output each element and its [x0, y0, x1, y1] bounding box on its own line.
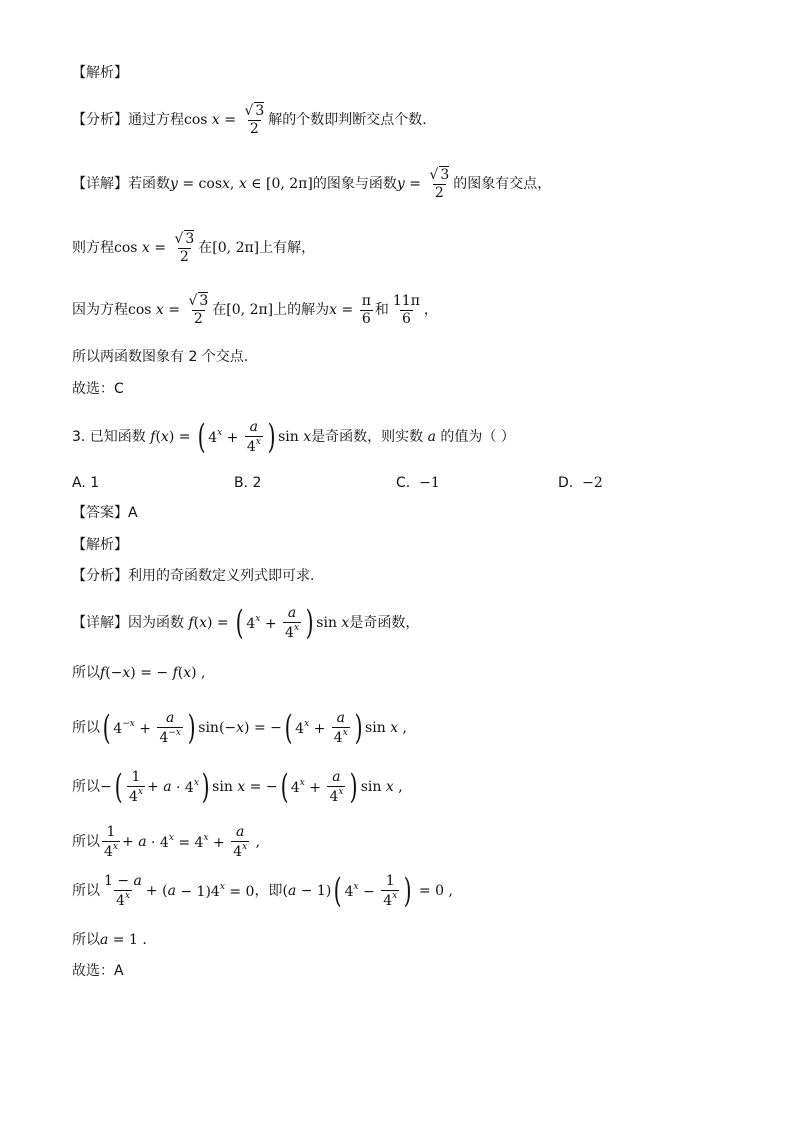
step-line-4: 所以 $\frac{1}{4^x}$ + a · $4^x = 4^x$ + $\frac{a}{4^x}$ , [72, 824, 261, 860]
equation-line-2: 因为方程 cos x = $\frac{√ 3}{2}$ 在 [0, 2π] 上的解为 x = $\frac{\pi}{6}$ 和 $\frac{11\pi}{6}$ ， [72, 293, 438, 327]
analysis-line-2: 【分析】利用的奇函数定义列式即可求. [72, 568, 315, 584]
option-b[interactable]: B. 2 [234, 475, 262, 491]
option-c[interactable]: C. −1 [396, 475, 440, 491]
analysis-heading-2: 【解析】 [72, 537, 128, 553]
option-d[interactable]: D. −2 [558, 475, 603, 491]
choice-line-1: 故选：C [72, 381, 124, 397]
detail-line-1: 【详解】若函数 y = cos x , x ∈ [0, 2π] 的图象与函数 y = $\frac{√ 3}{2}$ 的图象有交点， [72, 167, 552, 201]
question-3: 3. 已知函数 f ( x ) = ( $4^x$ + $\frac{a}{4^x}$ ) sin x 是奇函数，则实数 a 的值为（ ） [72, 417, 515, 458]
conclusion-line-1: 所以两函数图象有 2 个交点. [72, 349, 249, 365]
analysis-line-1: 【分析】通过方程 cos x = $\frac{√ 3}{2}$ 解的个数即判断交点个数. [72, 103, 427, 137]
options-row [72, 476, 722, 492]
step-line-2: 所以 ( $4^{-x}$ + $\frac{a}{4^{-x}}$ ) sin(− x ) = − ( $4^x$ + $\frac{a}{4^x}$ ) sin x , [72, 708, 407, 749]
detail-line-2: 【详解】因为函数 f ( x ) = ( $4^x$ + $\frac{a}{4^x}$ ) sin x 是奇函数， [72, 603, 420, 644]
step-line-1: 所以 f (− x ) = − f ( x ) , [72, 665, 206, 681]
step-line-3: 所以 − ( $\frac{1}{4^x}$ + a · $4^x$ ) sin x = − ( $4^x$ + $\frac{a}{4^x}$ ) sin x , [72, 767, 403, 808]
fraction-sqrt3-over-2: $\frac{√ 3}{2}$ [244, 103, 265, 137]
step-line-6: 所以 a = 1 . [72, 932, 147, 948]
answer-line: 【答案】A [72, 505, 138, 521]
choice-line-2: 故选：A [72, 963, 124, 979]
equation-line-1: 则方程 cos x = $\frac{√ 3}{2}$ 在 [0, 2π] 上有解， [72, 231, 316, 265]
analysis-heading-1: 【解析】 [72, 65, 128, 81]
option-a[interactable]: A. 1 [72, 475, 100, 491]
step-line-5: 所以 $\frac{1 - a}{4^x}$ + ( a − $1)4^x = 0$ ，即 ( a − 1) ( $4^x$ − $\frac{1}{4^x}$ ) = 0 , [72, 871, 453, 912]
